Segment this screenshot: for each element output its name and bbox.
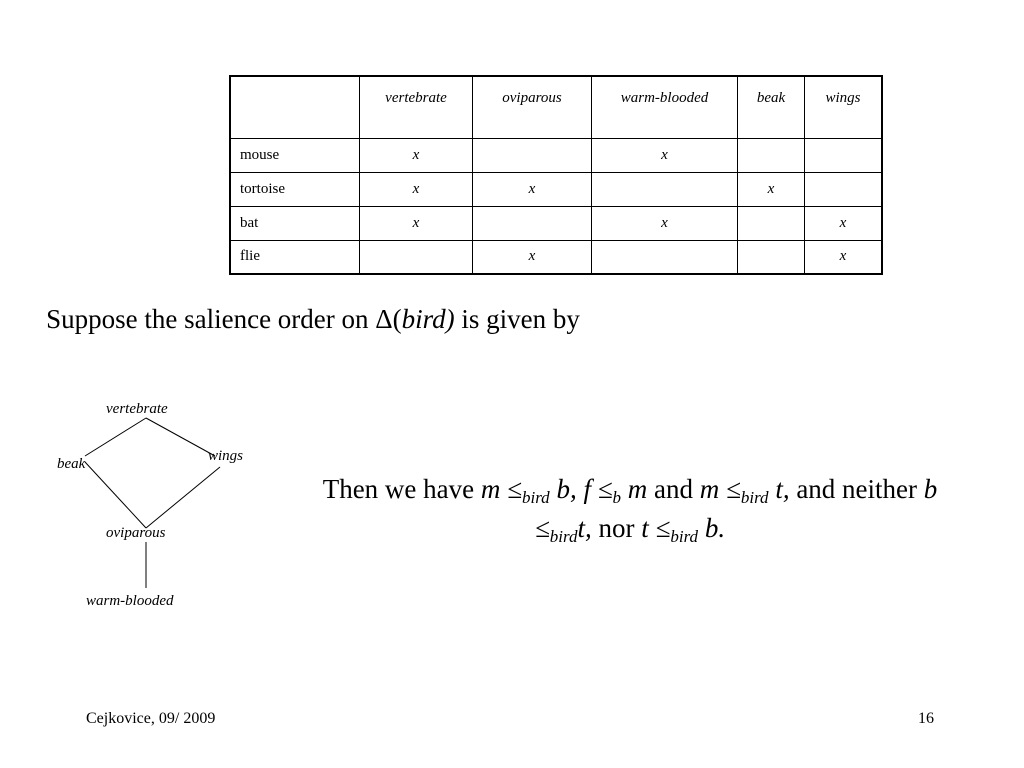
table-cell: x [592, 138, 738, 172]
node-vertebrate: vertebrate [106, 401, 168, 417]
table-cell: x [738, 172, 805, 206]
conclusion-var: b, f [549, 474, 591, 504]
footer-location-date: Cejkovice, 09/ 2009 [86, 710, 216, 727]
feature-table [229, 75, 883, 275]
salience-statement [30, 300, 596, 339]
salience-text-bird: bird) [401, 304, 455, 334]
table-cell [473, 206, 592, 240]
column-header-warm-blooded: warm-blooded [592, 76, 738, 138]
salience-text-2: is given by [454, 304, 580, 334]
table-cell [473, 138, 592, 172]
table-cell: x [805, 240, 883, 274]
table-cell: x [592, 206, 738, 240]
table-cell: x [360, 206, 473, 240]
edge-vertebrate-beak [85, 418, 146, 456]
table-cell [592, 240, 738, 274]
conclusion-var: m [699, 474, 720, 504]
table-header-row [230, 76, 882, 138]
table-cell [592, 172, 738, 206]
conclusion-subscript: bird [521, 488, 550, 507]
conclusion-var: b [923, 474, 938, 504]
table-row [230, 240, 882, 274]
conclusion-statement [300, 470, 960, 548]
column-header-beak: beak [738, 76, 805, 138]
conclusion-text: Then we have [322, 474, 481, 504]
node-beak: beak [57, 456, 86, 472]
conclusion-leq: ≤ [534, 513, 550, 543]
row-label-mouse: mouse [230, 138, 360, 172]
table-cell [360, 240, 473, 274]
node-wings: wings [208, 448, 244, 464]
salience-text-1: Suppose the salience order on Δ( [46, 304, 402, 334]
conclusion-text: nor [591, 513, 642, 543]
row-label-flie: flie [230, 240, 360, 274]
conclusion-subscript: b [612, 488, 622, 507]
conclusion-leq: ≤ [590, 474, 613, 504]
conclusion-var: t, [577, 513, 592, 543]
table-cell: x [473, 240, 592, 274]
column-header-wings: wings [805, 76, 883, 138]
table-cell [738, 240, 805, 274]
conclusion-subscript: bird [740, 488, 769, 507]
salience-order-diagram [0, 380, 300, 620]
row-label-bat: bat [230, 206, 360, 240]
table-cell: x [360, 138, 473, 172]
conclusion-leq: ≤ [500, 474, 522, 504]
edge-wings-oviparous [146, 467, 220, 528]
conclusion-text: and [647, 474, 700, 504]
column-header-vertebrate: vertebrate [360, 76, 473, 138]
column-header-oviparous: oviparous [473, 76, 592, 138]
table-cell [738, 206, 805, 240]
conclusion-var: m [480, 474, 501, 504]
conclusion-var: m [621, 474, 648, 504]
table-cell: x [805, 206, 883, 240]
conclusion-var: t [641, 513, 649, 543]
node-warm-blooded: warm-blooded [86, 593, 174, 609]
table-corner-cell [230, 76, 360, 138]
table-row [230, 172, 882, 206]
slide-number: 16 [918, 710, 934, 727]
table-row [230, 138, 882, 172]
edge-beak-oviparous [85, 462, 146, 528]
table-cell: x [473, 172, 592, 206]
edge-vertebrate-wings [146, 418, 215, 456]
table-cell [805, 138, 883, 172]
table-cell: x [360, 172, 473, 206]
conclusion-var: b. [698, 513, 726, 543]
conclusion-var: t, [768, 474, 790, 504]
table-row [230, 206, 882, 240]
row-label-tortoise: tortoise [230, 172, 360, 206]
table-cell [805, 172, 883, 206]
conclusion-leq: ≤ [719, 474, 741, 504]
node-oviparous: oviparous [106, 525, 166, 541]
conclusion-subscript: bird [670, 527, 699, 546]
conclusion-leq: ≤ [648, 513, 671, 543]
conclusion-subscript: bird [549, 527, 578, 546]
conclusion-text: and neither [789, 474, 924, 504]
table-cell [738, 138, 805, 172]
